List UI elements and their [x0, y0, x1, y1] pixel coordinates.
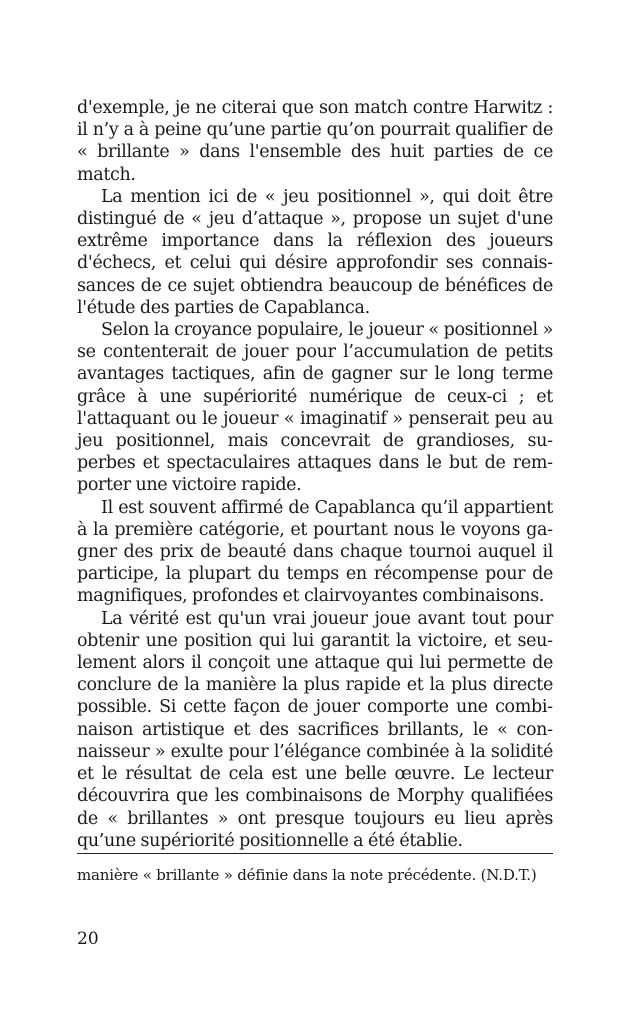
footnote: manière « brillante » définie dans la note précédente. (N.D.T.)	[77, 866, 537, 884]
page-number: 20	[77, 929, 99, 949]
paragraph-1: d'exemple, je ne citerai que son match contre Harwitz : il n’y a à peine qu’une partie qu’on pourrait qualifier de « brillante » dans l'ensemble des huit parties de ce match.	[77, 98, 553, 185]
paragraph-2: La mention ici de « jeu positionnel », qui doit être distingué de « jeu d’attaque », propose un sujet d'une extrême importance dans la réflexion des joueurs d'échecs, et celui qui désire approfondir ses connaissances de ce sujet obtiendra beaucoup de bénéfices de l'étude des parties de Capablanca.	[77, 186, 553, 318]
paragraph-3: Selon la croyance populaire, le joueur « positionnel » se contenterait de jouer pour l’accumulation de petits avantages tactiques, afin de gagner sur le long terme grâce à une supériorité numérique de ceux-ci ; et l'attaquant ou le joueur « imaginatif » penserait peu au jeu positionnel, mais concevrait de grandioses, superbes et spectaculaires attaques dans le but de remporter une victoire rapide.	[77, 320, 553, 496]
paragraph-5: La vérité est qu'un vrai joueur joue avant tout pour obtenir une position qui lui garantit la victoire, et seulement alors il conçoit une attaque qui lui permette de conclure de la manière la plus rapide et la plus directe possible. Si cette façon de jouer comporte une combinaison artistique et des sacrifices brillants, le « connaisseur » exulte pour l’élégance combinée à la solidité et le résultat de cela est une belle œuvre. Le lecteur découvrira que les combinaisons de Morphy qualifiées de « brillantes » ont presque toujours eu lieu après qu’une supériorité positionnelle a été établie.	[77, 608, 553, 851]
main-text	[77, 97, 553, 852]
paragraph-4: Il est souvent affirmé de Capablanca qu’il appartient à la première catégorie, et pourtant nous le voyons gagner des prix de beauté dans chaque tournoi auquel il participe, la plupart du temps en récompense pour de magnifiques, profondes et clairvoyantes combinaisons.	[77, 497, 553, 607]
footnote-divider	[77, 853, 553, 854]
